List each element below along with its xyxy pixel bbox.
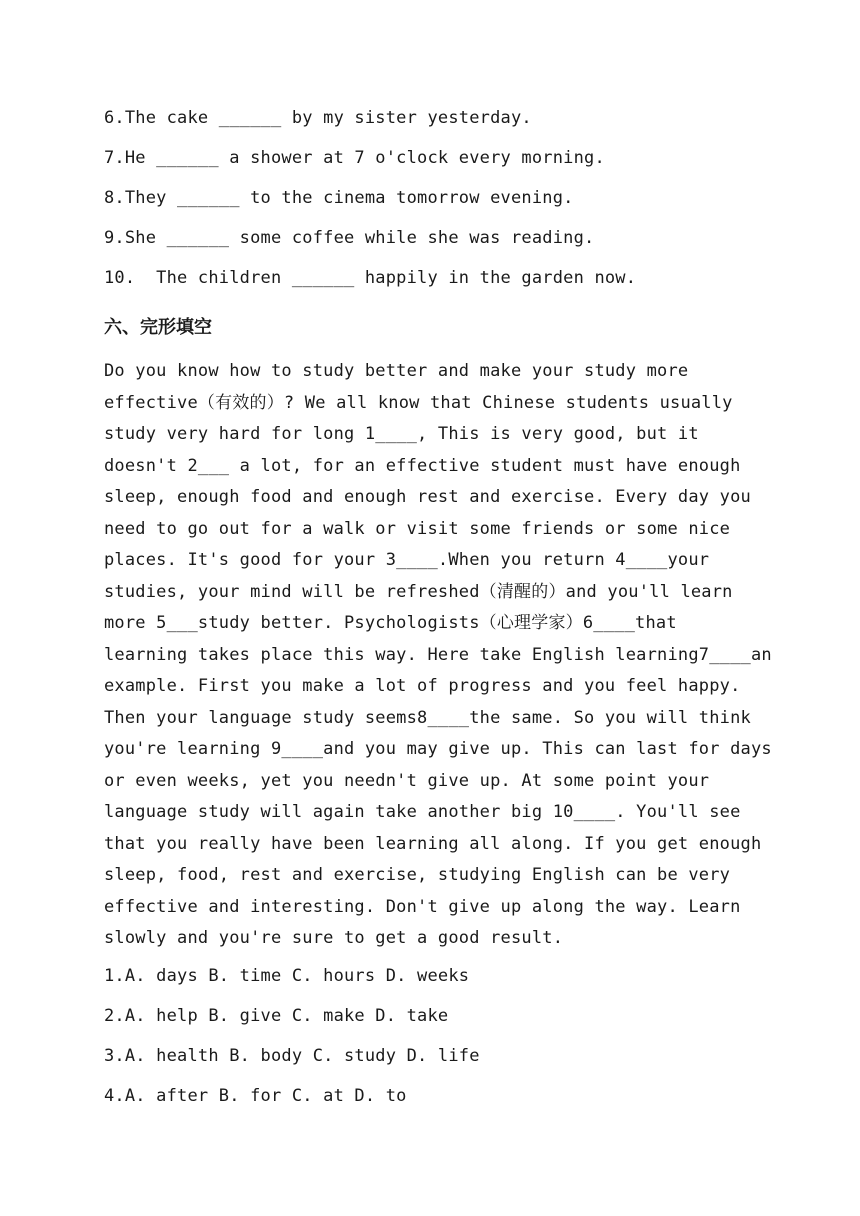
passage-line: you're learning 9____and you may give up. This can last for days [104,739,772,759]
passage-line: sleep, enough food and enough rest and exercise. Every day you [104,487,751,507]
option-line-2: 2.A. help B. give C. make D. take [104,1006,449,1026]
passage-line: more 5___study better. Psychologists（心理学家）6____that [104,613,677,633]
option-line-4: 4.A. after B. for C. at D. to [104,1086,407,1106]
passage-line: need to go out for a walk or visit some friends or some nice [104,518,731,539]
passage-line: effective（有效的）? We all know that Chinese students usually [104,392,733,413]
option-line-1: 1.A. days B. time C. hours D. weeks [104,966,470,986]
passage-line: effective and interesting. Don't give up along the way. Learn [104,896,741,917]
passage-line: Then your language study seems8____the same. So you will think [104,707,751,728]
option-line-3: 3.A. health B. body C. study D. life [104,1046,480,1066]
fill-in-item-7: 7.He ______ a shower at 7 o'clock every morning. [104,148,605,168]
fill-in-item-10: 10. The children ______ happily in the garden now. [104,268,637,288]
passage-line: studies, your mind will be refreshed（清醒的）and you'll learn [104,581,733,602]
passage-line: slowly and you're sure to get a good result. [104,928,564,948]
fill-in-item-6: 6.The cake ______ by my sister yesterday. [104,108,532,128]
passage-line: learning takes place this way. Here take English learning7____an [104,644,772,665]
fill-in-item-8: 8.They ______ to the cinema tomorrow evening. [104,188,574,208]
passage-line: places. It's good for your 3____.When you return 4____your [104,550,710,570]
passage-line: language study will again take another big 10____. You'll see [104,802,741,822]
passage-line: Do you know how to study better and make your study more [104,361,689,381]
passage-line: sleep, food, rest and exercise, studying English can be very [104,865,731,885]
passage-line: study very hard for long 1____, This is very good, but it [104,424,699,444]
passage-line: doesn't 2___ a lot, for an effective student must have enough [104,455,741,476]
cloze-passage [104,356,772,955]
passage-line: or even weeks, yet you needn't give up. At some point your [104,770,710,791]
fill-in-item-9: 9.She ______ some coffee while she was reading. [104,228,595,248]
passage-line: example. First you make a lot of progress and you feel happy. [104,676,741,696]
section-heading: 六、完形填空 [104,317,212,338]
passage-line: that you really have been learning all along. If you get enough [104,833,762,854]
